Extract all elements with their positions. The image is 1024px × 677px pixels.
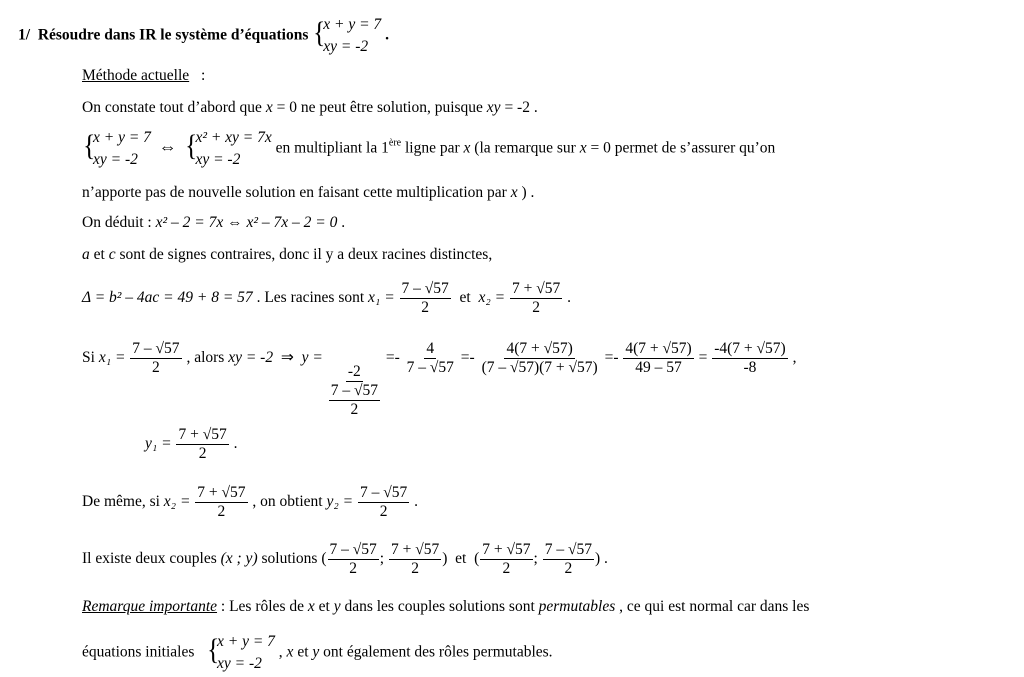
equation-system: { x + y = 7 xy = -2 bbox=[313, 16, 382, 55]
line-8: y₁ = $\frac{7 + √57}{2}$ . bbox=[145, 426, 238, 462]
line-12: équations initiales { x + y = 7 xy = -2 , x et y ont également des rôles permutables. bbox=[82, 631, 553, 675]
frac-x2: $\frac{7 + √57}{2}$ bbox=[197, 484, 246, 520]
exercise-number: 1/ bbox=[18, 26, 31, 44]
frac-y2: $\frac{7 - √57}{2}$ bbox=[359, 484, 408, 520]
line-3: n’apporte pas de nouvelle solution en faisant cette multiplication par x ) . bbox=[82, 184, 535, 201]
method-colon: : bbox=[201, 67, 206, 84]
frac-compound: $\frac{-2}{\frac{7 - √57}{2}}$ bbox=[330, 363, 378, 419]
couple-2-y: $\frac{7 - √57}{2}$ bbox=[544, 541, 592, 577]
exercise-statement: Résoudre dans IR le système d’équations bbox=[37, 26, 309, 44]
couple-1-x: $\frac{7 - √57}{2}$ bbox=[329, 541, 377, 577]
line-2: { x + y = 7 xy = -2 ⇔ { x² + xy = 7x xy = -2 en multipliant la 1ère ligne par x (la remarque sur x = 0 permet de s’assurer qu’on bbox=[82, 127, 775, 171]
couple-2-x: $\frac{7 + √57}{2}$ bbox=[482, 541, 531, 577]
line-9: De même, si x₂ = $\frac{7 + √57}{2}$ , on obtient y₂ = $\frac{7 - √57}{2}$ . bbox=[82, 484, 418, 520]
root-x1: $\frac{7 - √57}{2}$ bbox=[401, 280, 449, 316]
system-original: { x + y = 7 xy = -2 bbox=[83, 129, 151, 168]
line-7: Si x₁ = $\frac{7 - √57}{2}$ , alors xy = -2 ⇒ y = $\frac{-2}{\frac{7 - √57}{2}}$ =- $\frac{4}{7 - √57}$ =- $\frac{4(7 + √57)}{(7 - √57)(7 + √57)}$ =- $\frac{4(7 + √57)}{49 - 57}$ = $\frac{-4(7 + √57)}{-8}$ , bbox=[82, 340, 797, 419]
system-initial: { x + y = 7 xy = -2 bbox=[207, 633, 275, 672]
exercise-title: 1/ Résoudre dans IR le système d’équations { x + y = 7 xy = -2 . bbox=[18, 14, 389, 58]
frac-3: $\frac{4(7 + √57)}{(7 - √57)(7 + √57)}$ bbox=[481, 340, 598, 376]
frac-4: $\frac{4(7 + √57)}{49 - 57}$ bbox=[625, 340, 692, 376]
frac-2: $\frac{4}{7 - √57}$ bbox=[406, 340, 454, 376]
line-6: Δ = b² – 4ac = 49 + 8 = 57 . Les racines sont x₁ = $\frac{7 - √57}{2}$ et x₂ = $\frac{7 + √57}{2}$ . bbox=[82, 280, 571, 316]
line-4: On déduit : x² – 2 = 7x ⇔ x² – 7x – 2 = 0 . bbox=[82, 214, 346, 231]
system-multiplied: { x² + xy = 7x xy = -2 bbox=[185, 129, 272, 168]
remark-heading: Remarque importante bbox=[82, 598, 218, 615]
frac-5: $\frac{-4(7 + √57)}{-8}$ bbox=[714, 340, 786, 376]
line-1: On constate tout d’abord que x = 0 ne peut être solution, puisque xy = -2 . bbox=[82, 99, 538, 116]
line-5: a et c sont de signes contraires, donc il y a deux racines distinctes, bbox=[82, 246, 493, 263]
line-11: Remarque importante : Les rôles de x et y dans les couples solutions sont permutables , ce qui est normal car dans les bbox=[82, 598, 810, 615]
frac-inner: $\frac{7 - √57}{2}$ bbox=[330, 382, 378, 419]
root-x2: $\frac{7 + √57}{2}$ bbox=[511, 280, 561, 316]
line-10: Il existe deux couples (x ; y) solutions ( $\frac{7 - √57}{2}$ ; $\frac{7 + √57}{2}$ ) et ( $\frac{7 + √57}{2}$ ; $\frac{7 - √57}{2}$ ) . bbox=[82, 541, 608, 577]
method-heading: Méthode actuelle bbox=[82, 67, 190, 84]
frac-x1: $\frac{7 - √57}{2}$ bbox=[132, 340, 180, 376]
frac-y1: $\frac{7 + √57}{2}$ bbox=[178, 426, 227, 462]
couple-1-y: $\frac{7 + √57}{2}$ bbox=[390, 541, 440, 577]
